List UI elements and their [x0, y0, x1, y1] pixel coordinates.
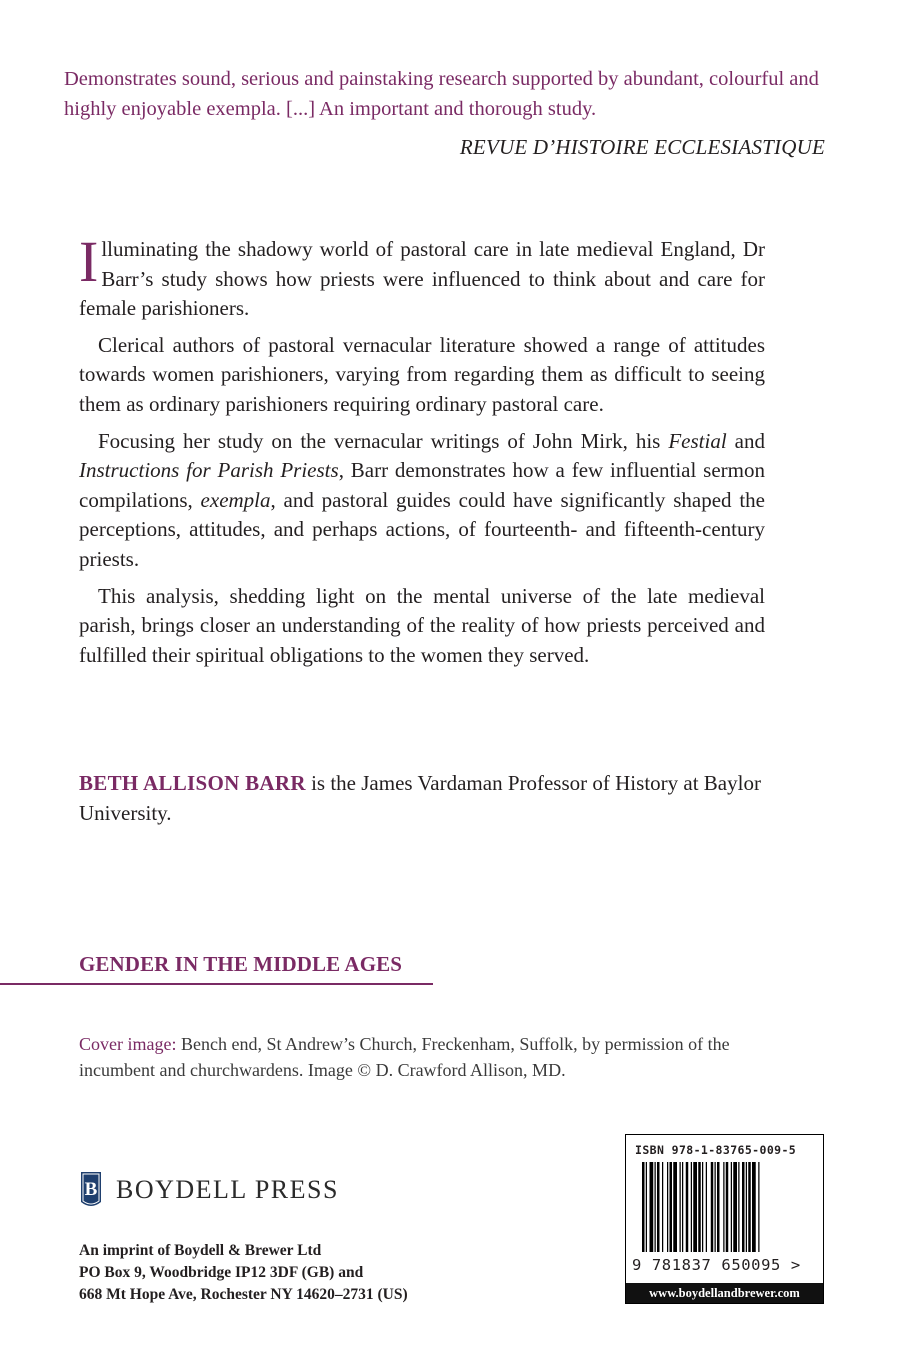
author-bio	[79, 768, 779, 828]
barcode-bar	[646, 1162, 647, 1252]
barcode-bar	[706, 1162, 707, 1252]
isbn-barcode-box	[625, 1134, 824, 1304]
barcode-bar	[746, 1162, 747, 1252]
blurb-paragraph-3	[79, 427, 765, 575]
barcode-bar	[726, 1162, 729, 1252]
blurb-p3-part-a: Focusing her study on the vernacular writings of John Mirk, his	[98, 428, 669, 453]
publisher-address	[79, 1240, 408, 1306]
blurb-paragraph-2: Clerical authors of pastoral vernacular literature showed a range of attitudes towards women parishioners, varying from regarding them as difficult to seeing them as ordinary parishioners requiring ordinary pastoral care.	[79, 332, 765, 416]
blurb-p3-part-b: and	[726, 428, 765, 453]
barcode-digits: 9 781837 650095 >	[632, 1256, 801, 1274]
barcode-bar	[738, 1162, 739, 1252]
blurb-p3-part-c: , Barr demonstrates how a few influential sermon compilations,	[79, 458, 765, 512]
barcode-bar	[655, 1162, 656, 1252]
barcode-bar	[717, 1162, 720, 1252]
address-line-1: An imprint of Boydell & Brewer Ltd	[79, 1242, 322, 1259]
barcode-bar	[748, 1162, 751, 1252]
barcode-bar	[670, 1162, 673, 1252]
title-festial: Festial	[668, 428, 727, 453]
barcode-bar	[733, 1162, 737, 1252]
blurb-paragraph-1-text: lluminating the shadowy world of pastoral care in late medieval England, Dr Barr’s study shows how priests were influenced to think about and care for female parishioners.	[79, 237, 765, 321]
barcode-bar	[698, 1162, 701, 1252]
address-line-2: PO Box 9, Woodbridge IP12 3DF (GB) and	[79, 1264, 364, 1281]
barcode-bar	[731, 1162, 732, 1252]
isbn-label: ISBN 978-1-83765-009-5	[635, 1143, 797, 1157]
publisher-name: BOYDELL PRESS	[116, 1175, 339, 1204]
blurb-paragraph-1	[79, 229, 765, 324]
cover-credit	[79, 1031, 809, 1083]
barcode-bar	[673, 1162, 677, 1252]
barcode-bar	[662, 1162, 663, 1252]
barcode-bar	[693, 1162, 697, 1252]
cover-credit-label: Cover image:	[79, 1034, 177, 1054]
barcode-bar	[642, 1162, 645, 1252]
barcode-bar	[657, 1162, 660, 1252]
barcode-bar	[752, 1162, 756, 1252]
review-quote: Demonstrates sound, serious and painstaking research supported by abundant, colourful and highly enjoyable exempla. [...] An important and thorough study.	[64, 68, 819, 120]
book-description	[79, 229, 765, 677]
barcode-bar	[723, 1162, 724, 1252]
address-line-3: 668 Mt Hope Ave, Rochester NY 14620–2731 (US)	[79, 1286, 408, 1303]
term-exempla: exempla	[200, 487, 271, 512]
barcode-bar	[715, 1162, 716, 1252]
barcode-bar	[667, 1162, 668, 1252]
barcode-bar	[680, 1162, 681, 1252]
series-title: GENDER IN THE MIDDLE AGES	[79, 952, 403, 976]
author-name: BETH ALLISON BARR	[79, 771, 306, 795]
publisher-website: www.boydellandbrewer.com	[626, 1283, 823, 1303]
series-title-rule	[0, 952, 433, 985]
barcode-bar	[682, 1162, 683, 1252]
barcode-bar	[758, 1162, 759, 1252]
publisher-logo	[79, 1170, 339, 1210]
boydell-b-shield-icon	[79, 1170, 103, 1210]
blurb-paragraph-4: This analysis, shedding light on the mental universe of the late medieval parish, brings closer an understanding of the reality of how priests perceived and fulfilled their spiritual obligations to the women they served.	[79, 583, 765, 667]
title-instructions: Instructions for Parish Priests	[79, 458, 339, 483]
barcode-bar	[686, 1162, 689, 1252]
blurb-p3-part-d: , and pastoral guides could have significantly shaped the perceptions, attitudes, and perhaps actions, of fourteenth- and fifteenth-century priests.	[79, 487, 765, 571]
drop-cap: I	[79, 229, 99, 294]
barcode-bar	[702, 1162, 703, 1252]
barcode-image	[632, 1162, 816, 1254]
barcode-bar	[691, 1162, 692, 1252]
review-source: REVUE D’HISTOIRE ECCLESIASTIQUE	[459, 135, 825, 159]
barcode-bar	[711, 1162, 714, 1252]
cover-credit-text: Bench end, St Andrew’s Church, Freckenham, Suffolk, by permission of the incumbent and churchwardens. Image © D. Crawford Allison, MD.	[79, 1034, 730, 1080]
author-bio-text: is the James Vardaman Professor of History at Baylor University.	[79, 771, 761, 825]
barcode-bar	[742, 1162, 745, 1252]
barcode-bar	[650, 1162, 654, 1252]
publisher-logo-letter: B	[84, 1179, 98, 1200]
